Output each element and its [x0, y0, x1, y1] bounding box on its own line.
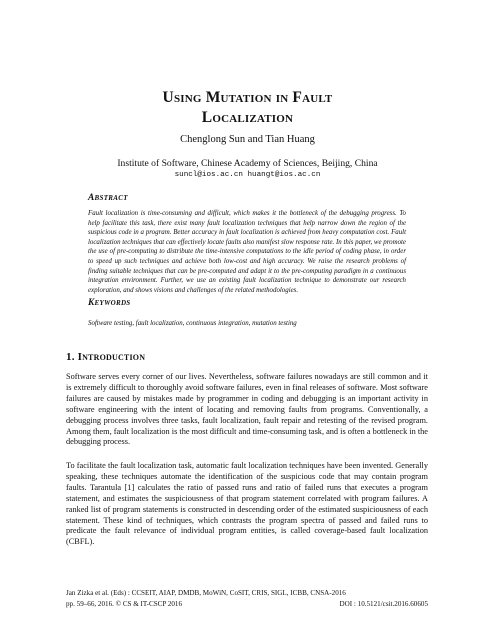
footer-conference: Jan Zizka et al. (Eds) : CCSEIT, AIAP, DMDB, MoWiN, CoSIT, CRIS, SIGL, ICBB, CNSA-2016: [66, 589, 346, 597]
abstract-heading: Abstract: [88, 193, 128, 203]
affiliation: Institute of Software, Chinese Academy of Sciences, Beijing, China: [117, 158, 378, 169]
keywords-heading: Keywords: [88, 298, 131, 308]
author-emails: suncl@ios.ac.cn huangt@ios.ac.cn: [174, 171, 321, 179]
paper-title: [0, 88, 495, 128]
introduction-paragraph-1: Software serves every corner of our lives. Nevertheless, software failures nowadays are still common and it is extremely difficult to thoroughly avoid software failures, even in final releases of software. Most software failures are caused by mistakes made by programmer in coding and debugging is an important activity in software engineering with the intent of locating and removing faults from programs. Conventionally, a debugging process involves three tasks, fault localization, fault repair and retesting of the revised program. Among them, fault localization is the most difficult and time-consuming task, and is often a bottleneck in the debugging process.: [66, 372, 428, 447]
title-line-2: Localization: [201, 109, 294, 126]
keywords-text: Software testing, fault localization, continuous integration, mutation testing: [88, 320, 297, 327]
footer-pages: pp. 59–66, 2016. © CS & IT-CSCP 2016: [66, 600, 183, 608]
authors: Chenglong Sun and Tian Huang: [180, 134, 315, 145]
footer-line-2: [66, 600, 428, 609]
footer-doi: DOI : 10.5121/csit.2016.60605: [339, 600, 428, 608]
introduction-heading: 1. Introduction: [66, 351, 146, 363]
footer-line-1: [66, 589, 428, 598]
abstract-text: Fault localization is time-consuming and difficult, which makes it the bottleneck of the debugging progress. To help facilitate this task, there exist many fault localization techniques that help narrow down the region of the suspicious code in a program. Better accuracy in fault localization is achieved from heavy computation cost. Fault localization techniques that can effectively locate faults also manifest slow response rate. In this paper, we promote the use of pre-computing to distribute the time-intensive computations to the idle period of coding phase, in order to speed up such techniques and achieve both low-cost and high accuracy. We raise the research problems of finding suitable techniques that can be pre-computed and adapt it to the pre-computing paradigm in a continuous integration environment. Further, we use an existing fault localization technique to demonstrate our research exploration, and shows visions and challenges of the related methodologies.: [88, 210, 406, 294]
introduction-paragraph-2: To facilitate the fault localization task, automatic fault localization techniques have been invented. Generally speaking, these techniques automate the identification of the suspicious code that may contain program faults. Tarantula [1] calculates the ratio of passed runs and ratio of failed runs that executes a program statement, and estimates the suspiciousness of that program statement correlated with program failures. A ranked list of program statements is constructed in descending order of the estimated suspiciousness of each statement. These kind of techniques, which contrasts the program spectra of passed and failed runs to predicate the fault relevance of individual program entities, is called coverage-based fault localization (CBFL).: [66, 461, 428, 547]
title-line-1: Using Mutation in Fault: [162, 89, 333, 106]
